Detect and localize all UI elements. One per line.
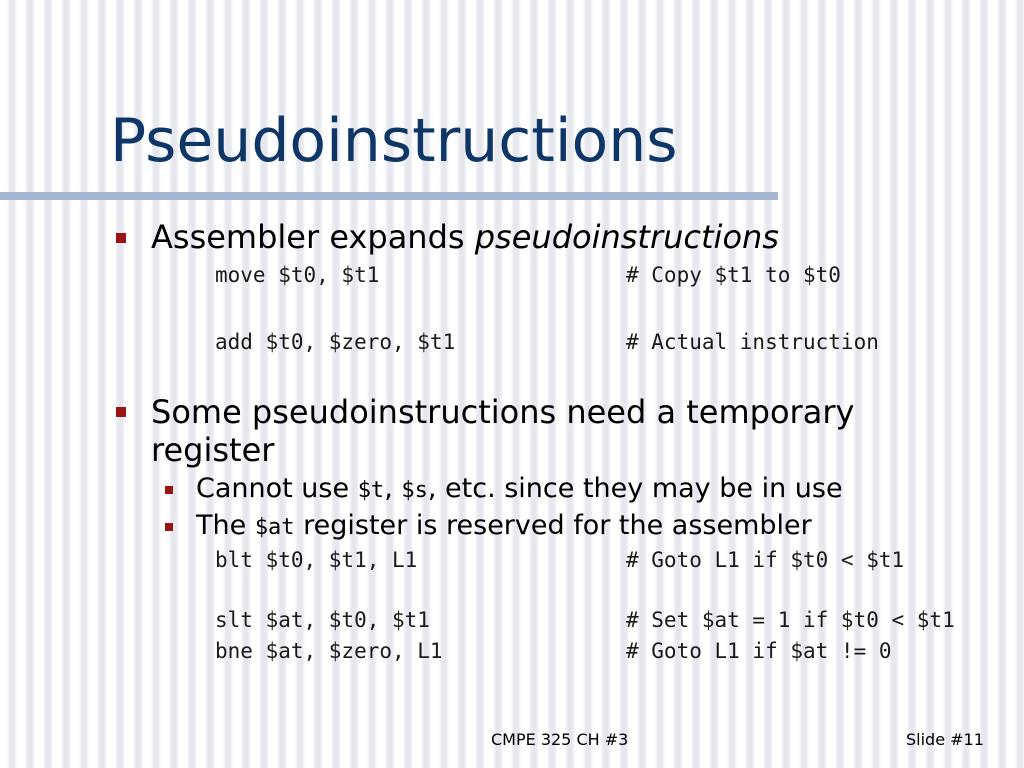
- sub-bullet-text: The: [196, 510, 255, 541]
- code-comment: # Goto L1 if $at != 0: [626, 639, 892, 663]
- code-instruction: add $t0, $zero, $t1: [215, 330, 456, 354]
- bullet-temp-register-line1: Some pseudoinstructions need a temporary: [151, 393, 855, 431]
- code-comment: # Copy $t1 to $t0: [626, 263, 841, 287]
- code-instruction: slt $at, $t0, $t1: [215, 608, 430, 632]
- inline-code: $at: [254, 515, 295, 540]
- footer-slide-number: Slide #11: [906, 730, 984, 749]
- sub-bullet-text: Cannot use: [196, 473, 358, 504]
- code-comment: # Goto L1 if $t0 < $t1: [626, 548, 905, 572]
- sub-bullet-square-icon: [165, 486, 173, 494]
- bullet-square-icon: [116, 233, 126, 243]
- inline-code: $s: [401, 478, 428, 503]
- slide-title: Pseudoinstructions: [110, 106, 678, 176]
- sub-bullet-text: , etc. since they may be in use: [427, 473, 843, 504]
- inline-code: $t: [357, 478, 385, 503]
- code-instruction: move $t0, $t1: [215, 263, 380, 287]
- title-underline: [0, 192, 778, 200]
- code-instruction: blt $t0, $t1, L1: [215, 548, 418, 572]
- sub-bullet-cannot-use: [196, 473, 843, 507]
- bullet-temp-register-line2: register: [151, 431, 275, 469]
- sub-bullet-text: ,: [384, 473, 402, 504]
- bullet-emphasis: pseudoinstructions: [474, 218, 779, 256]
- code-comment: # Actual instruction: [626, 330, 879, 354]
- footer-course: CMPE 325 CH #3: [491, 730, 629, 749]
- bullet-square-icon: [116, 407, 126, 417]
- sub-bullet-text: register is reserved for the assembler: [294, 510, 812, 541]
- bullet-assembler-expands: [151, 218, 779, 256]
- bullet-text: Assembler expands: [151, 218, 475, 256]
- code-instruction: bne $at, $zero, L1: [215, 639, 443, 663]
- sub-bullet-at-register: [196, 510, 812, 544]
- code-comment: # Set $at = 1 if $t0 < $t1: [626, 608, 955, 632]
- sub-bullet-square-icon: [165, 523, 173, 531]
